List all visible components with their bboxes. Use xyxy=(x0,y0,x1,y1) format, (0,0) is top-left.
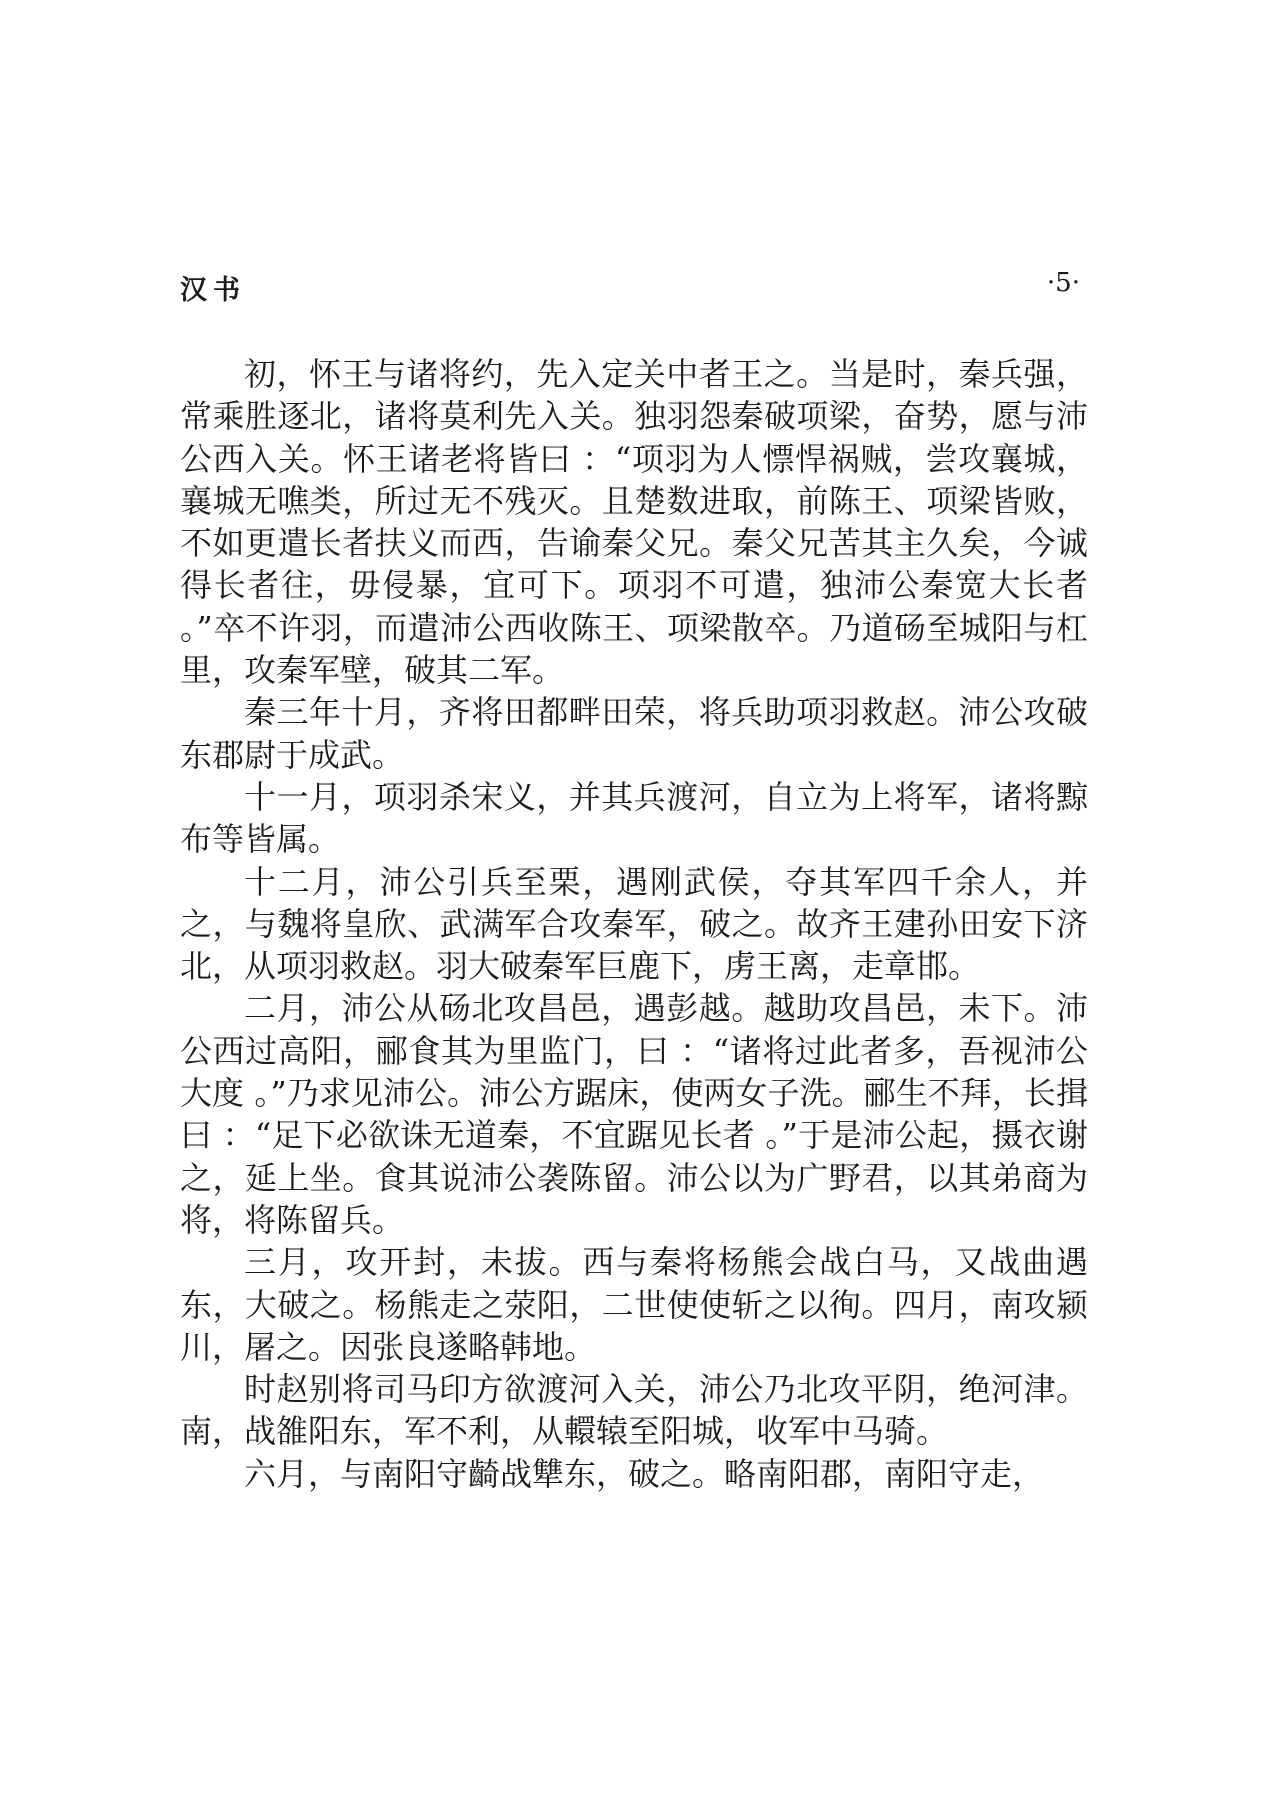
paragraph: 初，怀王与诸将约，先入定关中者王之。当是时，秦兵强，常乘胜逐北，诸将莫利先入关。独羽怨秦破项梁，奋势，愿与沛公西入关。怀王诸老将皆曰 ：“项羽为人慓悍祸贼，尝攻襄城，襄城无噍类，所过无不残灭。且楚数进取，前陈王、项梁皆败，不如更遣长者扶义而西，告谕秦父兄。秦父兄苦其主久矣，今诚得长者往，毋侵暴，宜可下。项羽不可遣，独沛公秦宽大长者 。”卒不许羽，而遣沛公西收陈王、项梁散卒。乃道砀至城阳与杠里，攻秦军壁，破其二军。 xyxy=(180,355,1088,690)
paragraph: 时赵别将司马印方欲渡河入关，沛公乃北攻平阴，绝河津。南，战雒阳东，军不利，从轘辕至阳城，收军中马骑。 xyxy=(180,1370,1088,1451)
paragraph: 秦三年十月，齐将田都畔田荣，将兵助项羽救赵。沛公攻破东郡尉于成武。 xyxy=(180,693,1088,774)
page-number: ·5· xyxy=(1046,268,1080,298)
paragraph: 十二月，沛公引兵至栗，遇刚武侯，夺其军四千余人，并之，与魏将皇欣、武满军合攻秦军，破之。故齐王建孙田安下济北，从项羽救赵。羽大破秦军巨鹿下，虏王离，走章邯。 xyxy=(180,862,1088,986)
paragraph: 二月，沛公从砀北攻昌邑，遇彭越。越助攻昌邑，未下。沛公西过高阳，郦食其为里监门，曰 ：“诸将过此者多，吾视沛公大度 。”乃求见沛公。沛公方踞床，使两女子洗。郦生不拜，长揖曰 ：“足下必欲诛无道秦，不宜踞见长者 。”于是沛公起，摄衣谢之，延上坐。食其说沛公袭陈留。沛公以为广野君，以其弟商为将，将陈留兵。 xyxy=(180,989,1088,1239)
paragraph: 十一月，项羽杀宋义，并其兵渡河，自立为上将军，诸将黥布等皆属。 xyxy=(180,777,1088,859)
body-text xyxy=(180,353,1088,1495)
book-title: 汉书 xyxy=(180,275,246,306)
paragraph: 六月，与南阳守齮战犨东，破之。略南阳郡，南阳守走， xyxy=(244,1454,1045,1493)
running-header xyxy=(180,268,1080,308)
paragraph: 三月，攻开封，未拔。西与秦将杨熊会战白马，又战曲遇东，大破之。杨熊走之荥阳，二世使使斩之以徇。四月，南攻颍川，屠之。因张良遂略韩地。 xyxy=(180,1243,1088,1366)
